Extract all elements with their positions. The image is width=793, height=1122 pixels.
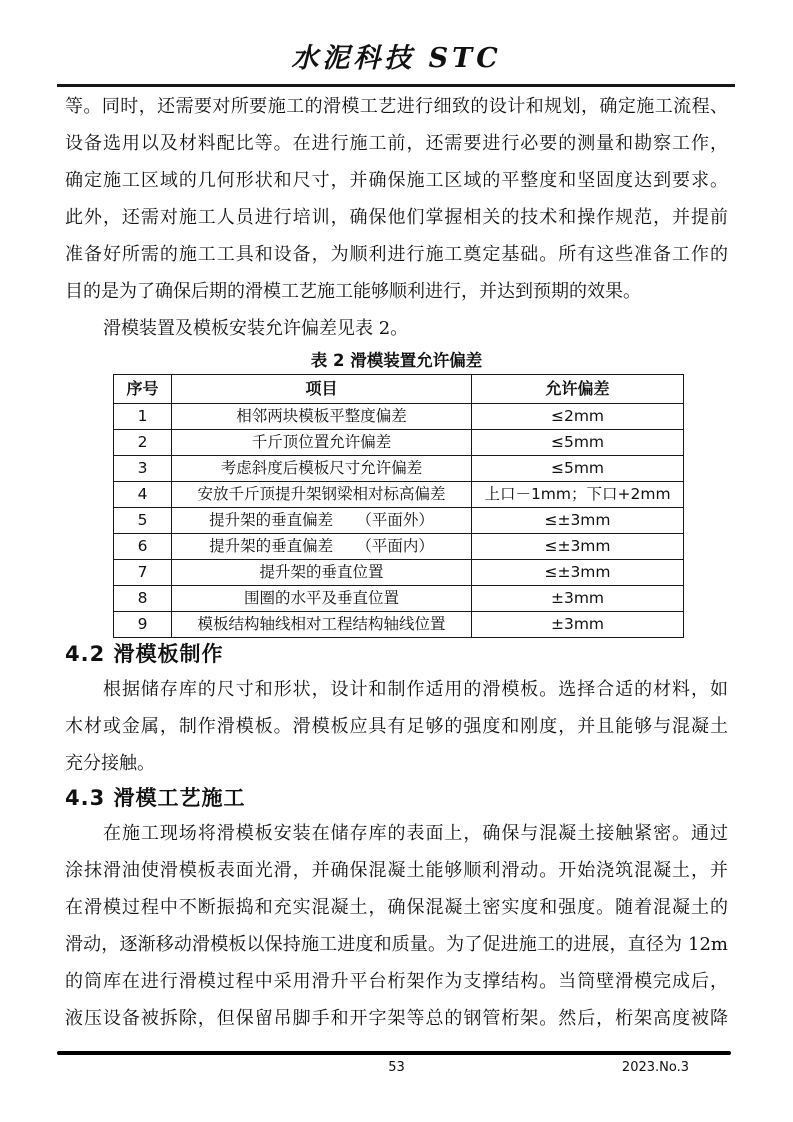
- section-heading-4-3: 4.3 滑模工艺施工: [65, 786, 246, 810]
- table-cell: 9: [114, 612, 172, 638]
- section-heading-4-2: 4.2 滑模板制作: [65, 642, 224, 666]
- table-cell: 考虑斜度后模板尺寸允许偏差: [172, 456, 472, 482]
- table-cell: 2: [114, 430, 172, 456]
- table-cell: 4: [114, 482, 172, 508]
- table-cell: 8: [114, 586, 172, 612]
- table-row: [114, 508, 684, 534]
- table-caption: 表 2 滑模装置允许偏差: [310, 351, 483, 370]
- journal-title: 水泥科技 STC: [291, 43, 502, 74]
- body-line: 滑模装置及模板安装允许偏差见表 2。: [103, 318, 409, 339]
- body-line: 涂抹滑油使滑模板表面光滑，并确保混凝土能够顺利滑动。开始浇筑混凝土，并: [65, 860, 728, 881]
- header-rule: [57, 84, 735, 87]
- body-line: 充分接触。: [65, 753, 155, 774]
- table-cell: 安放千斤顶提升架钢梁相对标高偏差: [172, 482, 472, 508]
- issue-number: 2023.No.3: [621, 1060, 689, 1075]
- table-cell: ≤±3mm: [472, 534, 684, 560]
- table-cell: 提升架的垂直偏差 （平面外）: [172, 508, 472, 534]
- body-line: 在滑模过程中不断振捣和充实混凝土，确保混凝土密实度和强度。随着混凝土的: [65, 897, 728, 918]
- body-column: [65, 88, 728, 1037]
- table-cell: ≤±3mm: [472, 508, 684, 534]
- body-line: 根据储存库的尺寸和形状，设计和制作适用的滑模板。选择合适的材料，如: [103, 679, 728, 700]
- table-cell: 1: [114, 404, 172, 430]
- body-line: 的筒库在进行滑模过程中采用滑升平台桁架作为支撑结构。当筒壁滑模完成后，: [65, 971, 728, 992]
- table-cell: ±3mm: [472, 586, 684, 612]
- deviation-table: [113, 374, 684, 638]
- table-row: [114, 612, 684, 638]
- body-line: 液压设备被拆除，但保留吊脚手和开字架等总的钢管桁架。然后，桁架高度被降: [65, 1008, 728, 1029]
- body-line: 此外，还需对施工人员进行培训，确保他们掌握相关的技术和操作规范，并提前: [65, 207, 728, 228]
- table-header-cell: 序号: [114, 375, 172, 404]
- table-cell: 千斤顶位置允许偏差: [172, 430, 472, 456]
- table-cell: 6: [114, 534, 172, 560]
- table-row: [114, 430, 684, 456]
- table-row: [114, 404, 684, 430]
- table-cell: ≤5mm: [472, 430, 684, 456]
- table-cell: 5: [114, 508, 172, 534]
- body-line: 在施工现场将滑模板安装在储存库的表面上，确保与混凝土接触紧密。通过: [103, 823, 728, 844]
- table-cell: 提升架的垂直位置: [172, 560, 472, 586]
- table-cell: ≤5mm: [472, 456, 684, 482]
- table-cell: 提升架的垂直偏差 （平面内）: [172, 534, 472, 560]
- table-row: [114, 456, 684, 482]
- body-line: 目的是为了确保后期的滑模工艺施工能够顺利进行，并达到预期的效果。: [65, 281, 641, 302]
- footer-rule: [57, 1051, 731, 1055]
- body-line: 准备好所需的施工工具和设备，为顺利进行施工奠定基础。所有这些准备工作的: [65, 244, 728, 265]
- body-line: 确定施工区域的几何形状和尺寸，并确保施工区域的平整度和坚固度达到要求。: [65, 170, 728, 191]
- body-line: 木材或金属，制作滑模板。滑模板应具有足够的强度和刚度，并且能够与混凝土: [65, 716, 728, 737]
- body-line: 等。同时，还需要对所要施工的滑模工艺进行细致的设计和规划，确定施工流程、: [65, 96, 728, 117]
- table-cell: ±3mm: [472, 612, 684, 638]
- table-cell: 围圈的水平及垂直位置: [172, 586, 472, 612]
- page-number: 53: [388, 1060, 405, 1075]
- table-header-row: [114, 375, 684, 404]
- table-header-cell: 项目: [172, 375, 472, 404]
- table-cell: 模板结构轴线相对工程结构轴线位置: [172, 612, 472, 638]
- table-row: [114, 586, 684, 612]
- body-line: 滑动，逐渐移动滑模板以保持施工进度和质量。为了促进施工的进展，直径为 12m: [65, 934, 728, 955]
- table-row: [114, 482, 684, 508]
- table-cell: 3: [114, 456, 172, 482]
- table-cell: ≤2mm: [472, 404, 684, 430]
- table-row: [114, 534, 684, 560]
- table-cell: 上口－1mm；下口+2mm: [472, 482, 684, 508]
- table-cell: 7: [114, 560, 172, 586]
- body-line: 设备选用以及材料配比等。在进行施工前，还需要进行必要的测量和勘察工作，: [65, 133, 728, 154]
- table-cell: ≤±3mm: [472, 560, 684, 586]
- table-row: [114, 560, 684, 586]
- table-header-cell: 允许偏差: [472, 375, 684, 404]
- table-cell: 相邻两块模板平整度偏差: [172, 404, 472, 430]
